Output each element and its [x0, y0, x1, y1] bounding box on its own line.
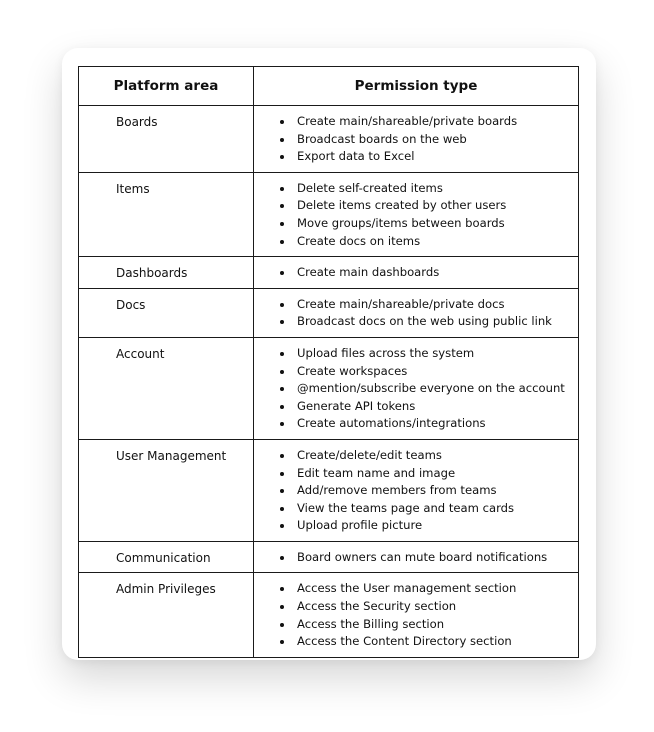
table-row: [79, 172, 579, 256]
permissions-card: [62, 48, 596, 660]
platform-area-cell: Dashboards: [79, 257, 254, 289]
permission-list: [279, 180, 578, 250]
header-permission-type: Permission type: [254, 67, 579, 106]
permission-list-item: Delete items created by other users: [279, 197, 578, 215]
table-body: [79, 106, 579, 658]
permission-list-item: @mention/subscribe everyone on the account: [279, 380, 578, 398]
permission-list-item: Move groups/items between boards: [279, 215, 578, 233]
table-header-row: [79, 67, 579, 106]
permission-list: [279, 113, 578, 166]
table-row: [79, 573, 579, 657]
permission-list: [279, 580, 578, 650]
permission-list-item: Upload profile picture: [279, 517, 578, 535]
permission-list: [279, 296, 578, 331]
permission-list-item: Board owners can mute board notifications: [279, 549, 578, 567]
permission-list-item: Create workspaces: [279, 363, 578, 381]
permission-type-cell: [254, 439, 579, 541]
permission-list-item: Create docs on items: [279, 233, 578, 251]
permission-type-cell: [254, 257, 579, 289]
permission-type-cell: [254, 106, 579, 173]
permission-list-item: Create automations/integrations: [279, 415, 578, 433]
permissions-table: [78, 66, 579, 658]
permission-type-cell: [254, 172, 579, 256]
table-row: [79, 257, 579, 289]
permission-list: [279, 447, 578, 535]
permission-list-item: Upload files across the system: [279, 345, 578, 363]
permission-list-item: Broadcast docs on the web using public link: [279, 313, 578, 331]
table-row: [79, 337, 579, 439]
permission-list-item: Edit team name and image: [279, 465, 578, 483]
permission-list-item: Access the User management section: [279, 580, 578, 598]
permission-type-cell: [254, 573, 579, 657]
permission-list-item: Export data to Excel: [279, 148, 578, 166]
table-row: [79, 439, 579, 541]
platform-area-cell: User Management: [79, 439, 254, 541]
permission-type-cell: [254, 288, 579, 337]
platform-area-cell: Admin Privileges: [79, 573, 254, 657]
permission-list-item: Create main/shareable/private boards: [279, 113, 578, 131]
platform-area-cell: Items: [79, 172, 254, 256]
permission-list-item: View the teams page and team cards: [279, 500, 578, 518]
permission-list-item: Create main/shareable/private docs: [279, 296, 578, 314]
permission-list-item: Access the Security section: [279, 598, 578, 616]
permission-type-cell: [254, 541, 579, 573]
permission-list-item: Broadcast boards on the web: [279, 131, 578, 149]
permission-list: [279, 264, 578, 282]
platform-area-cell: Account: [79, 337, 254, 439]
platform-area-cell: Communication: [79, 541, 254, 573]
header-platform-area: Platform area: [79, 67, 254, 106]
permission-list-item: Access the Billing section: [279, 616, 578, 634]
platform-area-cell: Docs: [79, 288, 254, 337]
permission-list: [279, 345, 578, 433]
permission-list-item: Create/delete/edit teams: [279, 447, 578, 465]
permission-list-item: Access the Content Directory section: [279, 633, 578, 651]
permission-list-item: Generate API tokens: [279, 398, 578, 416]
table-row: [79, 541, 579, 573]
permission-list-item: Create main dashboards: [279, 264, 578, 282]
permission-list-item: Delete self-created items: [279, 180, 578, 198]
platform-area-cell: Boards: [79, 106, 254, 173]
table-row: [79, 288, 579, 337]
table-row: [79, 106, 579, 173]
permission-list: [279, 549, 578, 567]
permission-type-cell: [254, 337, 579, 439]
permission-list-item: Add/remove members from teams: [279, 482, 578, 500]
